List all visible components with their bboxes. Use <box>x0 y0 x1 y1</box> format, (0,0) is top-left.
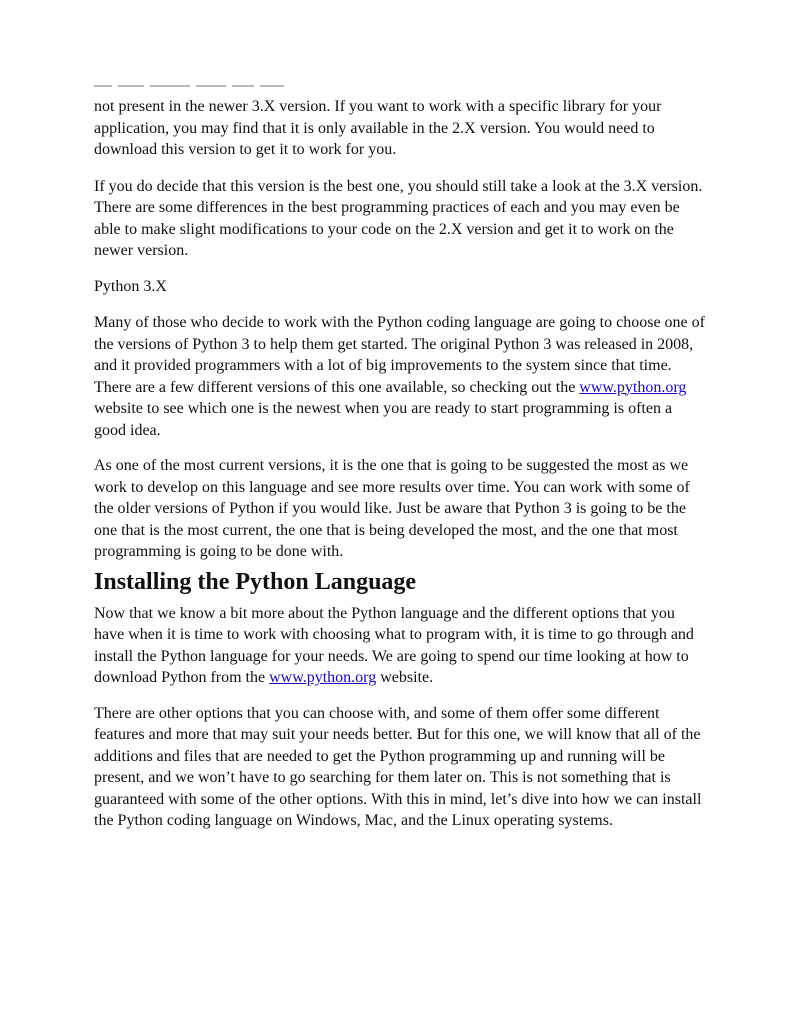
paragraph-version-2x-advice: If you do decide that this version is the best one, you should still take a look at the 3.X version. There are some differences in the best programming practices of each and you may even be able to make slight modifications to your code on the 2.X version and get it to work on the newer version. <box>94 177 703 259</box>
paragraph-text: website. <box>376 669 434 686</box>
paragraph-python-3-current: As one of the most current versions, it is the one that is going to be suggested the most as we work to develop on this language and see more results over time. You can work with some of the older versions of Python if you would like. Just be aware that Python 3 is going to be the one that is the most current, the one that is being developed the most, and the one that most programming is going to be done with. <box>94 457 690 560</box>
python-org-link[interactable]: www.python.org <box>269 669 377 686</box>
paragraph-text: website to see which one is the newest when you are ready to start programming is often a good idea. <box>94 400 673 439</box>
paragraph-install-options: There are other options that you can choose with, and some of them offer some different features and more that may suit your needs better. But for this one, we will know that all of the additions and files that are needed to get the Python programming up and running will be present, and we won’t have to go searching for them later on. This is not something that is guaranteed with some of the other options. With this in mind, let’s dive into how we can install the Python coding language on Windows, Mac, and the Linux operating systems. <box>94 704 702 829</box>
paragraph-python-3x-intro <box>94 312 706 441</box>
subheading-python-3x: Python 3.X <box>94 277 167 295</box>
paragraph-version-2x-library: not present in the newer 3.X version. If you want to work with a specific library for your application, you may find that it is only available in the 2.X version. You would need to download this version to get it to work for you. <box>94 98 662 158</box>
cropped-text-line <box>94 83 284 89</box>
python-org-link[interactable]: www.python.org <box>579 378 687 396</box>
document-body <box>94 96 706 846</box>
paragraph-text: Now that we know a bit more about the Python language and the different options that you have when it is time to work with choosing what to program with, it is time to go through and install the Python language for your needs. We are going to spend our time looking at how to download Python from the <box>94 604 694 686</box>
paragraph-text: Many of those who decide to work with the Python coding language are going to choose one of the versions of Python 3 to help them get started. The original Python 3 was released in 2008, and it provided programmers with a lot of big improvements to the system since that time. There are a few different versions of this one available, so checking out the <box>94 314 705 396</box>
paragraph-install-intro <box>94 603 706 689</box>
section-heading: Installing the Python Language <box>94 568 417 595</box>
